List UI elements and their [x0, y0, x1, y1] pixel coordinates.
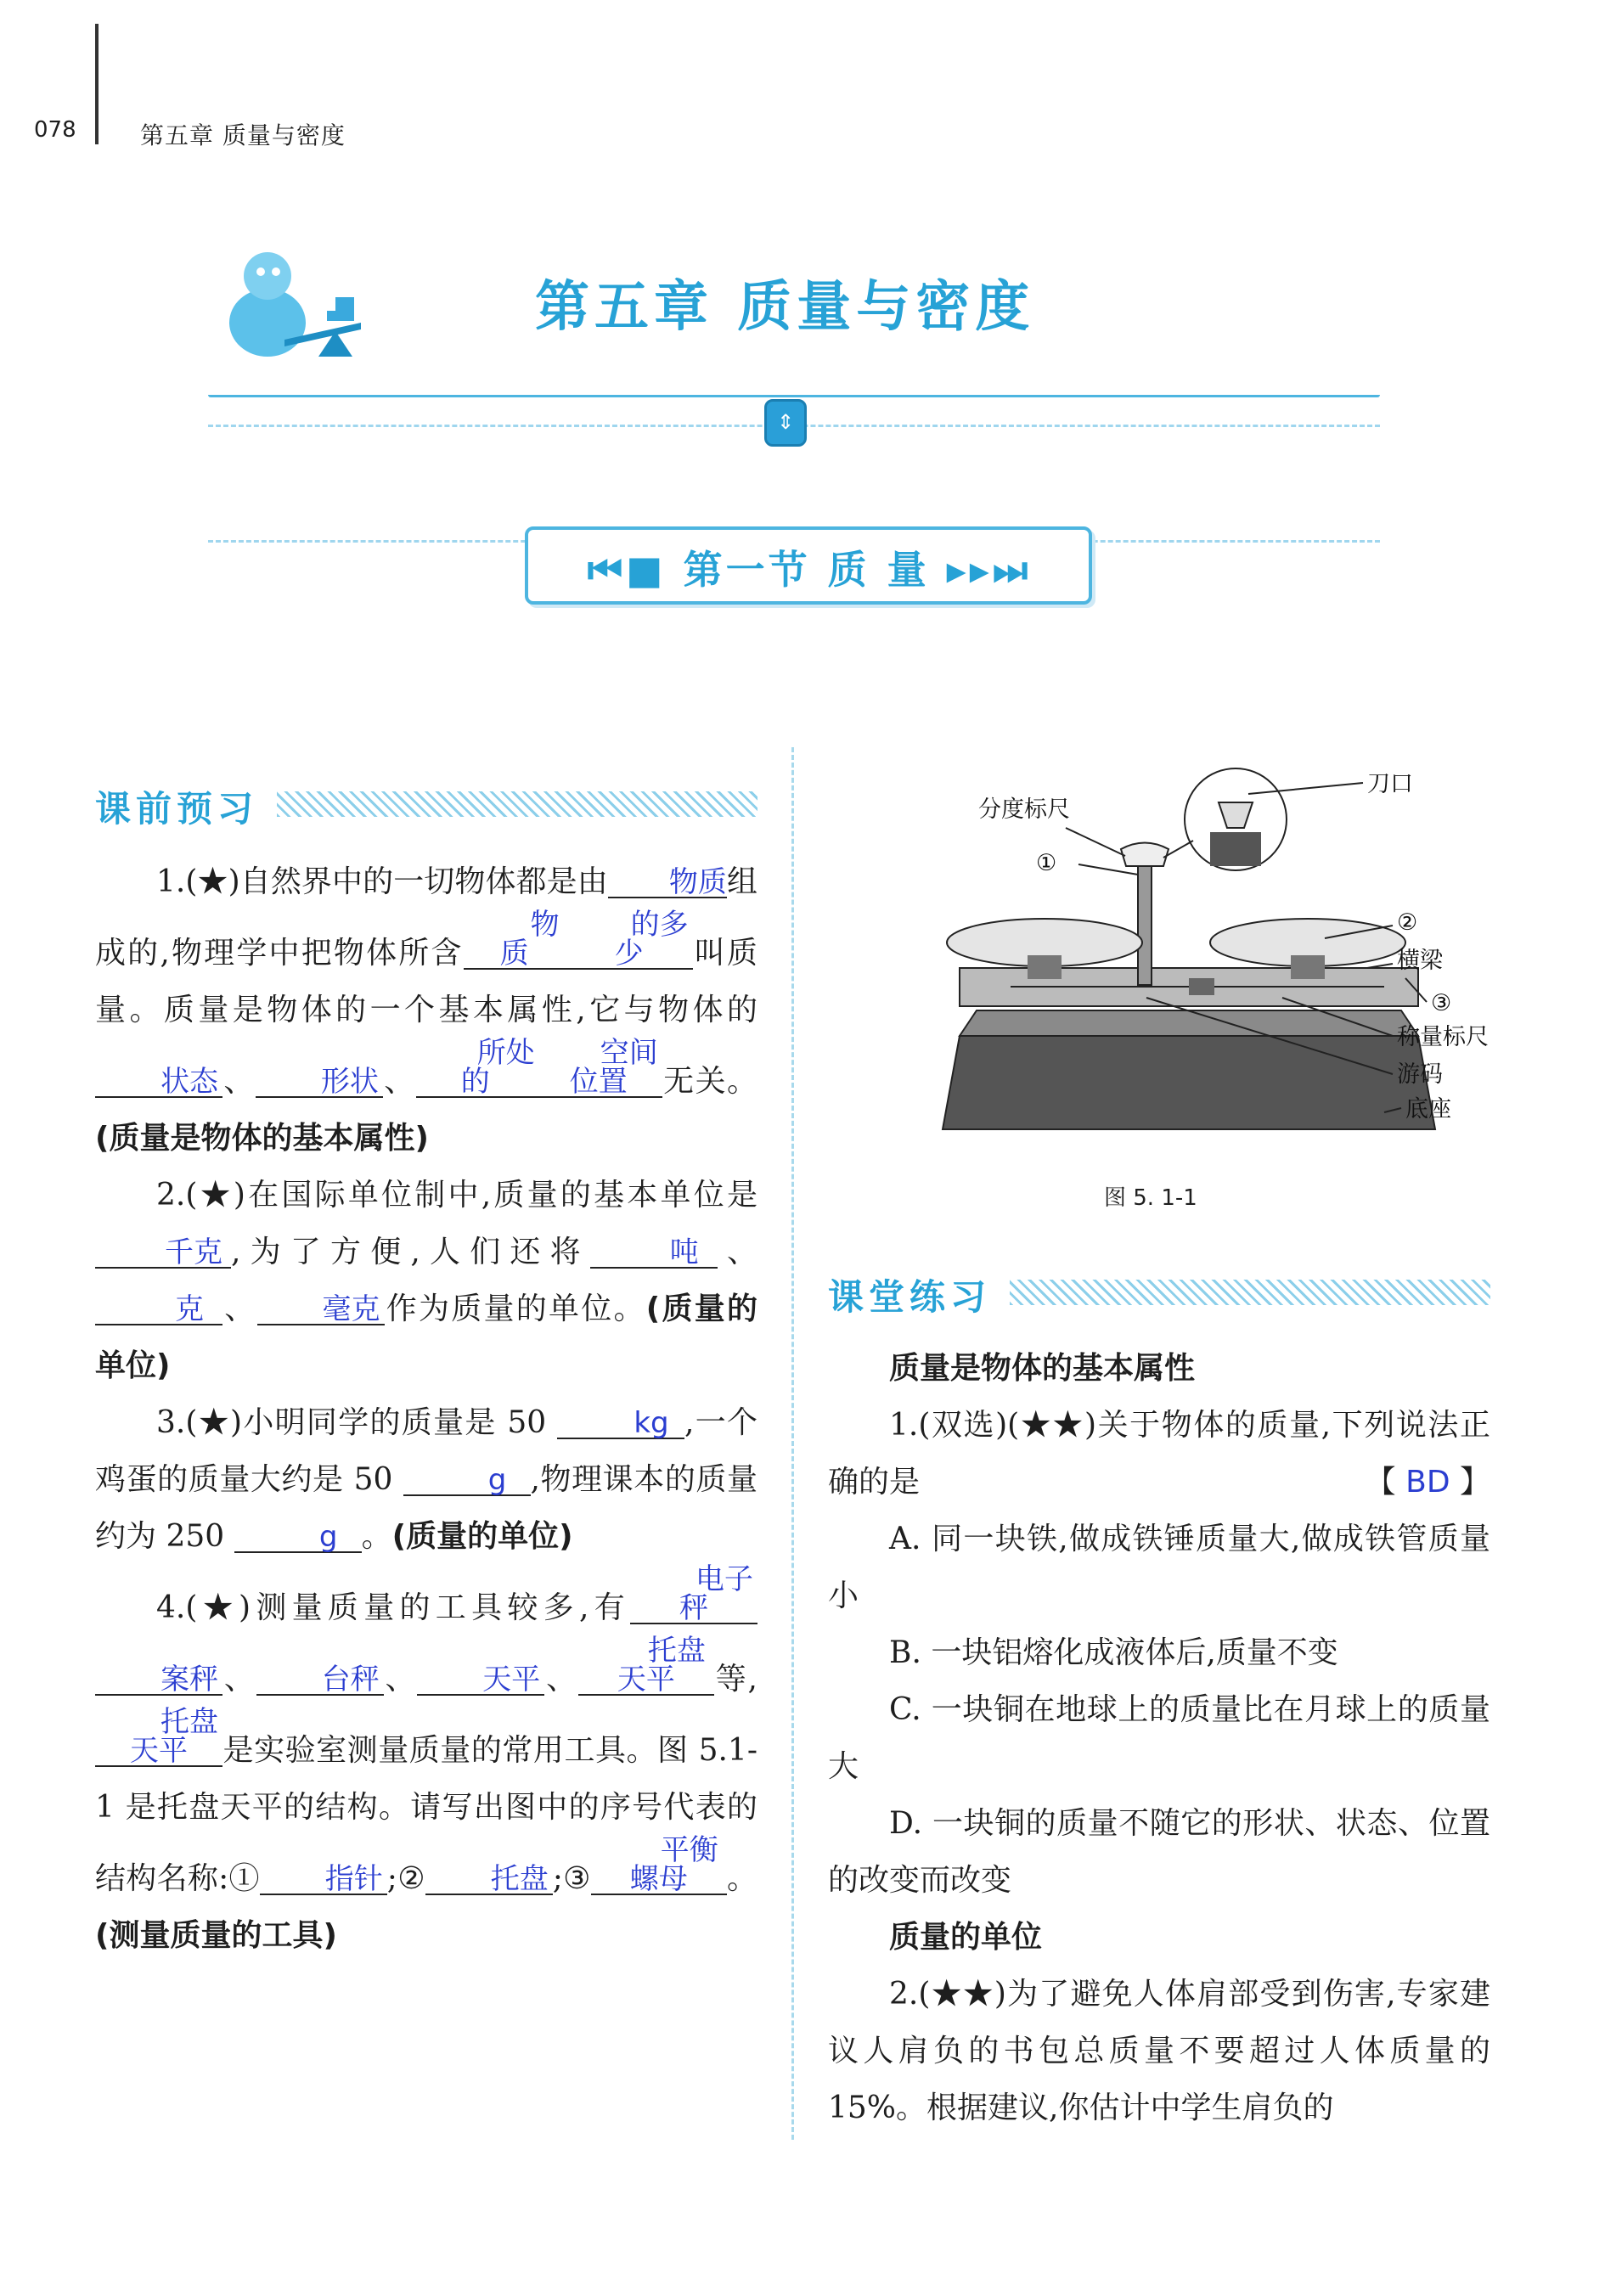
label-knife-edge: 刀口	[1367, 771, 1413, 797]
answer-blank: 毫克	[257, 1295, 385, 1325]
banner-knob-icon: ⇕	[764, 399, 807, 447]
preview-q2: 2.(★)在国际单位制中,质量的基本单位是千克 ,为了方便,人们还将 吨 、克 、 毫克 作为质量的单位。(质量的单位)	[95, 1178, 757, 1383]
practice-q2: 2.(★★)为了避免人体肩部受到伤害,专家建议人肩负的书包总质量不要超过人体质量的 15%。根据建议,你估计中学生肩负的	[828, 1977, 1491, 2125]
topic-tag: (测量质量的工具)	[95, 1918, 337, 1953]
practice-subhead-1: 质量是物体的基本属性	[889, 1351, 1196, 1386]
practice-heading: 课堂练习	[828, 1276, 992, 1318]
answer-blank: g	[234, 1522, 362, 1553]
practice-questions	[828, 1340, 1490, 2136]
answer-blank: 物质	[608, 868, 727, 898]
answer-blank: 吨	[590, 1238, 718, 1269]
preview-heading: 课前预习	[95, 788, 259, 830]
answer-blank: 托盘	[425, 1865, 553, 1895]
practice-subhead-2: 质量的单位	[889, 1920, 1043, 1955]
answer-blank: kg	[557, 1409, 684, 1439]
answer-blank: 空间位置	[535, 1038, 662, 1098]
answer-blank: 克	[95, 1295, 222, 1325]
practice-heading-row	[828, 1269, 1490, 1320]
section-title: ⏮■ 第一节 质 量 ▸▸⏭	[587, 547, 1032, 593]
answer-blank: 指针	[260, 1865, 387, 1895]
preview-q1: 1.(★)自然界中的一切物体都是由 物质组成的,物理学中把物体所含物质的多少 叫质量。质量是物体的一个基本属性,它与物体的状态 、 形状 、所处的空间位置 无关。(质量是物体的基本属性)	[95, 864, 757, 1156]
option-b: B. 一块铝熔化成液体后,质量不变	[889, 1635, 1338, 1670]
option-a: A. 同一块铁,做成铁锤质量大,做成铁管质量小	[828, 1522, 1490, 1613]
answer-blank: 托盘天平	[95, 1708, 222, 1767]
preview-q4: 4.(★)测量质量的工具较多,有电子秤案秤 、 台秤 、 天平 、托盘天平 等,托盘天平 是实验室测量质量的常用工具。图 5.1-1 是托盘天平的结构。请写出图中的序号代表的结构名称:① 指针 ;② 托盘 ;③平衡螺母 。(测量质量的工具)	[95, 1562, 758, 1953]
topic-tag: (质量是物体的基本属性)	[95, 1121, 429, 1156]
page-number: 078	[34, 117, 76, 143]
chapter-title: 第五章 质量与密度	[535, 276, 1035, 339]
label-2: ②	[1397, 909, 1418, 936]
answer-blank: 案秤	[95, 1665, 222, 1696]
label-3: ③	[1431, 990, 1452, 1016]
answer-blank: 千克	[95, 1238, 231, 1269]
answer-blank: 平衡螺母	[591, 1836, 727, 1895]
mascot-balance-illustration	[208, 229, 386, 374]
topic-tag: (质量的单位)	[95, 1292, 757, 1383]
label-rider: 游码	[1397, 1061, 1443, 1088]
option-c: C. 一块铜在地球上的质量比在月球上的质量大	[828, 1692, 1490, 1784]
preview-heading-row	[95, 781, 757, 832]
figure-caption: 图 5. 1-1	[1104, 1185, 1197, 1211]
answer-blank: 电子秤	[630, 1565, 757, 1624]
answer-blank: 物质	[464, 910, 566, 970]
label-1: ①	[1036, 850, 1057, 876]
forward-icon: ▸▸⏭	[929, 547, 1032, 593]
balance-diagram	[909, 756, 1520, 1138]
answer-blank: 托盘天平	[578, 1636, 714, 1696]
option-d: D. 一块铜的质量不随它的形状、状态、位置的改变而改变	[828, 1806, 1490, 1898]
label-base: 底座	[1405, 1096, 1451, 1123]
answer-blank: g	[403, 1466, 531, 1496]
heading-hatch	[1010, 1280, 1490, 1305]
answer-blank: 形状	[256, 1067, 383, 1098]
header-rule	[95, 24, 99, 144]
rewind-icon: ⏮■	[587, 547, 684, 593]
answer-choice: BD	[1405, 1465, 1450, 1500]
practice-q1: 1.(双选)(★★)关于物体的质量,下列说法正确的是 【 BD 】	[828, 1408, 1490, 1500]
column-divider	[791, 747, 794, 2140]
answer-blank: 台秤	[256, 1665, 384, 1696]
running-title: 第五章 质量与密度	[140, 121, 346, 149]
label-beam: 横梁	[1397, 948, 1443, 974]
answer-blank: 的多少	[566, 910, 693, 970]
label-scale: 分度标尺	[978, 796, 1070, 823]
banner-line	[208, 395, 1380, 397]
preview-q3: 3.(★)小明同学的质量是 50 kg ,一个鸡蛋的质量大约是 50 g ,物理课本的质量约为 250 g 。(质量的单位)	[95, 1405, 757, 1554]
preview-questions	[95, 853, 757, 1964]
answer-blank: 状态	[95, 1067, 222, 1098]
heading-hatch	[277, 791, 757, 817]
answer-blank: 天平	[417, 1665, 544, 1696]
label-weigh-scale: 称量标尺	[1397, 1024, 1489, 1050]
answer-blank: 所处的	[416, 1038, 535, 1098]
topic-tag: (质量的单位)	[391, 1519, 573, 1554]
